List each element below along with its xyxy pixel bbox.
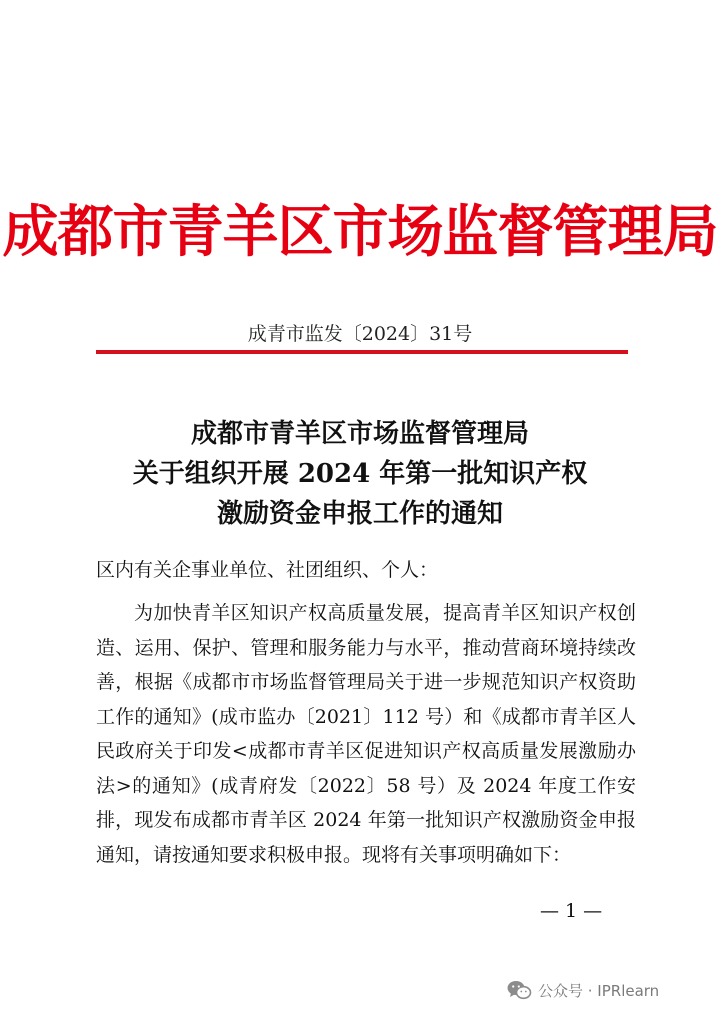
organization-header: 成都市青羊区市场监督管理局 — [2, 200, 718, 265]
title-line-2: 关于组织开展 2024 年第一批知识产权 — [132, 459, 588, 489]
wechat-watermark — [506, 978, 659, 1002]
page-number: — 1 — — [540, 900, 603, 922]
document-number: 成青市监发〔2024〕31号 — [247, 323, 473, 345]
title-line-3: 激励资金申报工作的通知 — [216, 499, 503, 529]
salutation: 区内有关企事业单位、社团组织、个人： — [96, 559, 439, 581]
body-paragraph: 为加快青羊区知识产权高质量发展，提高青羊区知识产权创造、运用、保护、管理和服务能力与水平，推动营商环境持续改善，根据《成都市市场监督管理局关于进一步规范知识产权资助工作的通知》(成市监办〔2021〕112 号）和《成都市青羊区人民政府关于印发<成都市青羊区促进知识产权高质量发展激励办法>的通知》(成青府发〔2022〕58 号）及 2024 年度工作安排，现发布成都市青羊区 2024 年第一批知识产权激励资金申报通知，请按通知要求积极申报。现将有关事项明确如下： — [96, 602, 636, 866]
watermark-text: 公众号 · IPRlearn — [538, 981, 660, 1000]
title-line-1: 成都市青羊区市场监督管理局 — [190, 419, 529, 449]
wechat-icon — [506, 979, 532, 1001]
red-divider-line — [96, 350, 628, 354]
notice-title — [0, 414, 720, 534]
